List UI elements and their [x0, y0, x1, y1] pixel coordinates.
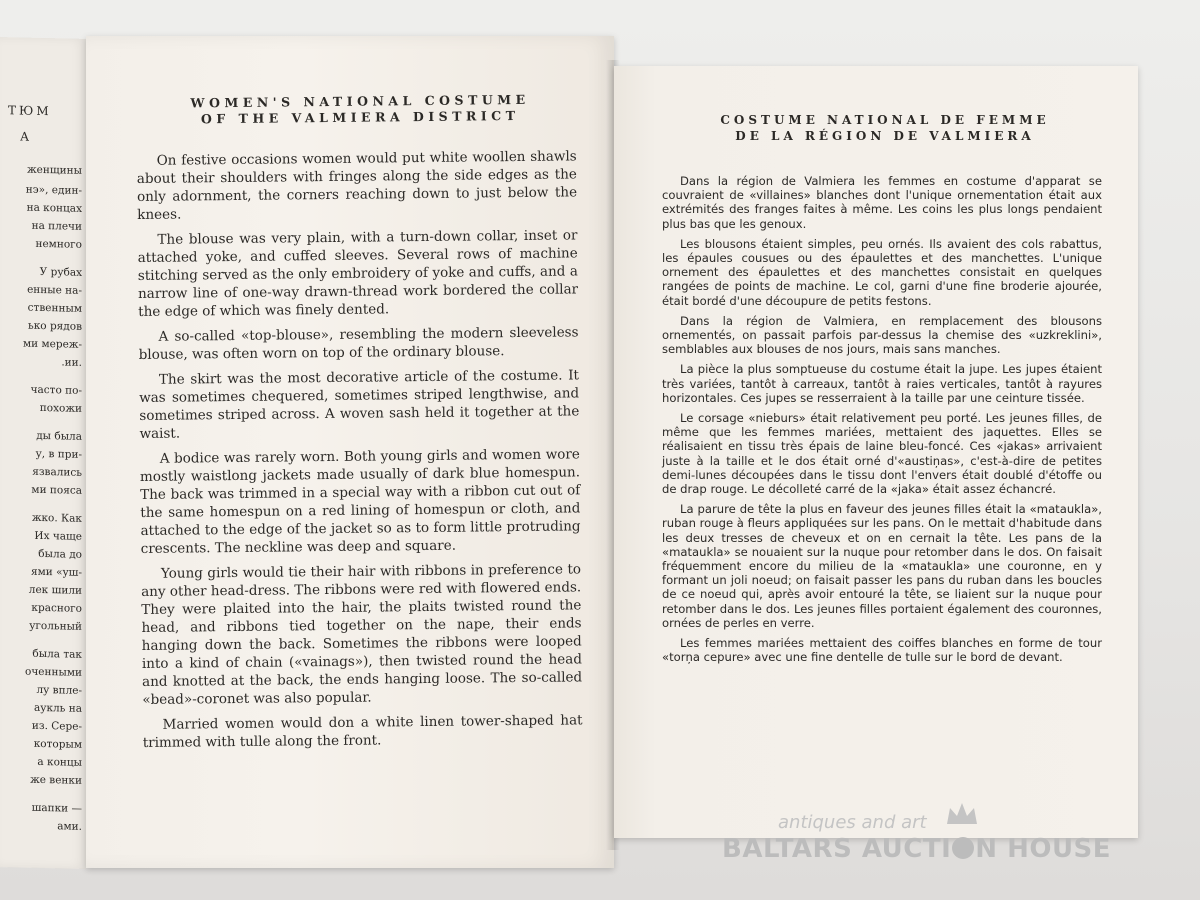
english-paragraph: The skirt was the most decorative article of the costume. It was sometimes chequered, sometimes striped lengthwise, and sometimes striped across. A woven sash held it together at the waist. [139, 367, 580, 442]
french-title-line2: DE LA RÉGION DE VALMIERA [735, 129, 1035, 143]
russian-text-line: енные на- [27, 283, 82, 297]
russian-title [8, 97, 52, 150]
russian-text-line: ями «уш- [30, 565, 82, 579]
russian-text-line: лек шили [28, 583, 82, 597]
crown-logo-icon [952, 837, 974, 859]
russian-page [0, 37, 86, 869]
english-title [144, 91, 576, 128]
french-title-line1: COSTUME NATIONAL DE FEMME [720, 113, 1050, 127]
russian-text-line: похожи [39, 401, 82, 415]
russian-text-line: ды была [36, 429, 82, 443]
russian-text-line: женщины [27, 163, 82, 177]
russian-text-line: Их чаще [34, 529, 82, 543]
english-page [86, 36, 614, 868]
russian-title-line: ТЮМ [8, 103, 52, 119]
russian-text-line: ственным [27, 301, 82, 315]
watermark-brand-left: BALTARS AUCTI [722, 834, 952, 864]
russian-text-line: ми мереж- [22, 337, 82, 351]
russian-text-line: часто по- [30, 383, 82, 397]
french-paragraph: Le corsage «nieburs» était relativement peu porté. Les jeunes filles, de même que les femmes mariées, mettaient des jaquettes. Elles se réalisaient en tissu très épais de laine bleu-foncé. Ces «jakas» arrivaient juste à la taille et le dos était orné d'«austiņas», c'est-à-dire de petites demi-lunes découpées dans le tissu dont l'envers était doublé d'étoffe ou de drap rouge. Le décolleté carré de la «jaka» était assez échancré. [662, 411, 1102, 497]
russian-text-line: красного [31, 601, 82, 615]
english-paragraph: A so-called «top-blouse», resembling the modern sleeveless blouse, was often worn on top of the ordinary blouse. [138, 324, 579, 363]
english-content [136, 91, 583, 759]
watermark-brand-right: N HOUSE [975, 834, 1112, 864]
watermark-brand [722, 834, 1111, 864]
russian-text-line: ько рядов [28, 319, 82, 333]
russian-text-line: ами. [57, 820, 82, 833]
russian-text-line: а концы [37, 755, 82, 769]
english-title-line1: WOMEN'S NATIONAL COSTUME [190, 91, 530, 111]
english-paragraph: A bodice was rarely worn. Both young girls and women wore mostly waistlong jackets made usually of dark blue homespun. The back was trimmed in a special way with a ribbon cut out of the same homespun on a red lining of homespun or cloth, and attached to the edge of the jacket so as to form little protruding crescents. The neckline was deep and square. [139, 446, 581, 557]
french-paragraph: La pièce la plus somptueuse du costume était la jupe. Les jupes étaient très variées, tantôt à carreaux, tantôt à raies verticales, tantôt à rayures horizontales. Ces jupes se resserraient à la taille par une ceinture tissée. [662, 362, 1102, 405]
russian-text-line: у, в при- [35, 447, 82, 461]
english-paragraph: On festive occasions women would put white woollen shawls about their shoulders with fringes along the side edges as the only adornment, the corners reaching down to just below the knees. [136, 148, 578, 223]
russian-text-line: была так [32, 647, 82, 661]
russian-text-line: оченными [25, 665, 82, 679]
russian-text-line: на концах [26, 201, 82, 215]
russian-text-line: .ии. [61, 356, 82, 369]
russian-text-line: нэ», един- [25, 183, 82, 197]
french-paragraph: Les blousons étaient simples, peu ornés. Ils avaient des cols rabattus, les épaules cousues ou des épaulettes et des manchettes. L'unique ornement des épaulettes et des manchettes consistait en quelques rangées de points de machine. Le col, garni d'une fine broderie ajourée, était bordé d'une découpure de petits festons. [662, 236, 1102, 308]
french-paragraph: Dans la région de Valmiera, en remplacement des blousons ornementés, on passait parfois par-dessus la chemise des «uzkreklini», semblables aux blouses de nos jours, mais sans manches. [662, 313, 1102, 357]
russian-text-line: ми пояса [31, 483, 82, 497]
russian-text-line: У рубах [39, 265, 82, 279]
english-paragraph: The blouse was very plain, with a turn-down collar, inset or attached yoke, and cuffed sleeves. Several rows of machine stitching served as the only embroidery of yoke and cuffs, and a narrow line of one-way drawn-thread work bordered the collar the edge of which was finely dented. [137, 227, 579, 320]
russian-text-line: из. Сере- [31, 719, 82, 733]
russian-text-line: была до [38, 547, 82, 561]
russian-text-line: язвались [32, 465, 82, 479]
french-page [614, 66, 1138, 838]
french-paragraph: La parure de tête la plus en faveur des jeunes filles était la «matauklа», ruban rouge à fleurs appliquées sur les pans. On le mettait d'habitude dans les deux tresses de cheveux et on en cernait la tête. Les pans de la «matauklа» se nouaient sur la nuque pour retomber dans le dos. On faisait fréquemment encore du milieu de la «matauklа» une couronne, en y formant un joli noeud; on faisait passer les pans du ruban dans les boucles de ce noeud qui, après avoir entouré la tête, se liaient sur la nuque pour retomber dans le dos. Les jeunes filles portaient également des couronnes, ornées de perles en verre. [662, 502, 1102, 630]
russian-text-line: шапки — [31, 801, 82, 815]
french-title [668, 112, 1102, 144]
russian-text-line: же венки [30, 773, 82, 787]
russian-text-line: немного [35, 237, 82, 251]
russian-text-line: лу впле- [36, 683, 82, 697]
watermark-tagline: antiques and art [778, 812, 927, 833]
english-paragraph: Married women would don a white linen tower-shaped hat trimmed with tulle along the front. [142, 712, 583, 751]
english-title-line2: OF THE VALMIERA DISTRICT [200, 107, 520, 127]
russian-text-line: аукль на [34, 701, 82, 715]
russian-text-line: жко. Как [31, 511, 82, 525]
french-paragraph: Dans la région de Valmiera les femmes en costume d'apparat se couvraient de «villaines» blanches dont l'unique ornementation était aux extrémités des franges faites à même. Les coins les plus longs pendaient plus bas que les genoux. [662, 174, 1102, 231]
crown-icon [944, 800, 980, 828]
russian-title-line: А [20, 129, 33, 144]
russian-text-line: которым [33, 737, 82, 751]
english-paragraph: Young girls would tie their hair with ribbons in preference to any other head-dress. The ribbons were red with flowered ends. They were plaited into the hair, the plaits twisted round the head, and ribbons tied together on the nape, their ends hanging down the back. Sometimes the ribbons were looped into a kind of chain («vainags»), then twisted round the head and knotted at the back, the ends hanging loose. The so-called «bead»-coronet was also popular. [141, 561, 583, 708]
russian-text-line: на плечи [31, 219, 82, 233]
russian-text-line: угольный [29, 619, 82, 633]
french-content [662, 112, 1102, 671]
french-paragraph: Les femmes mariées mettaient des coiffes blanches en forme de tour «torņa cepure» avec une fine dentelle de tulle sur le bord de devant. [662, 636, 1102, 665]
